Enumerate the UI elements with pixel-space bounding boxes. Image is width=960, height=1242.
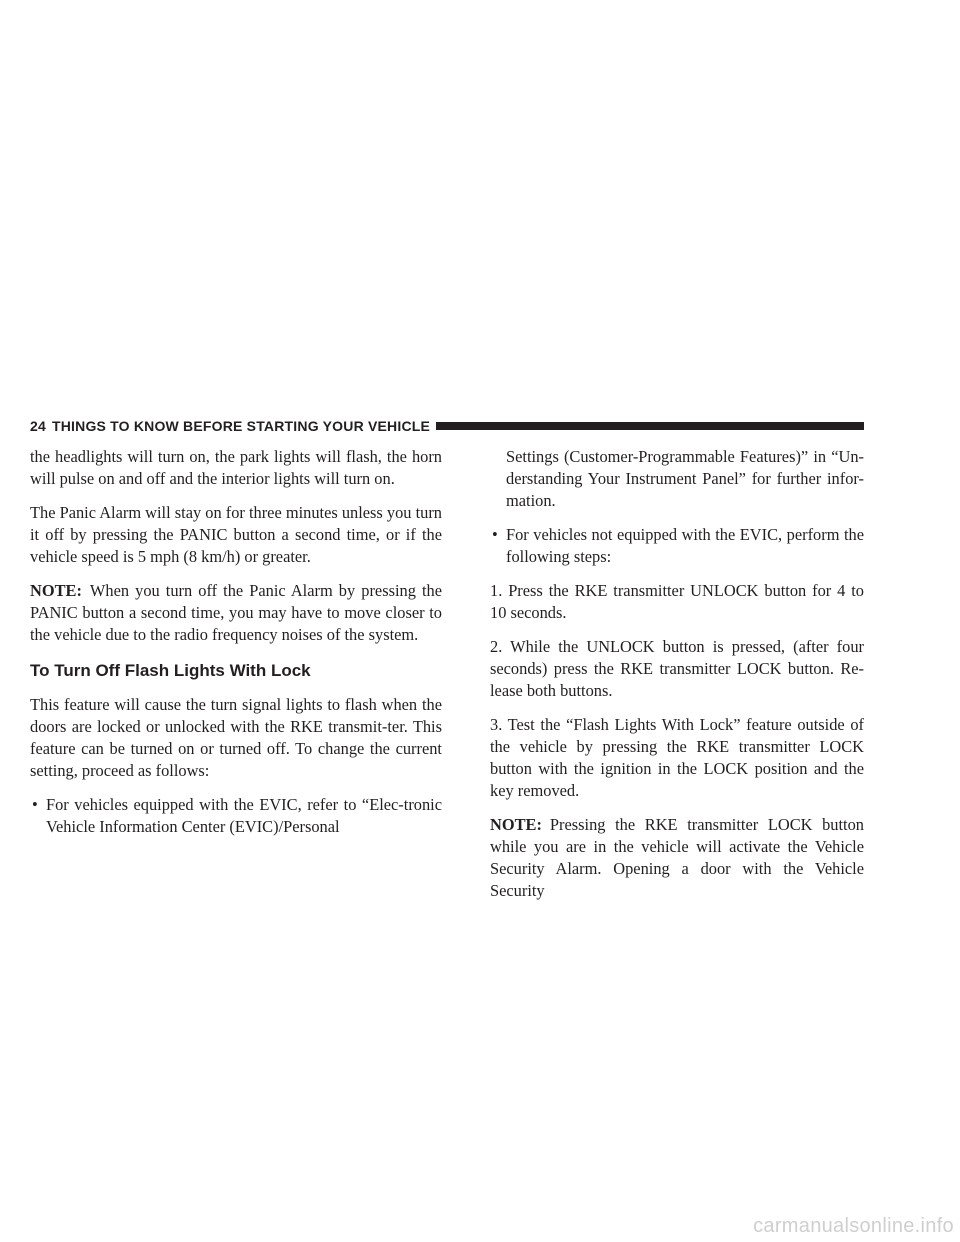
note-text: When you turn off the Panic Alarm by pressing the PANIC button a second time, you may have to move closer to the vehicle due to the radio frequency noises of the system. [30, 581, 442, 644]
section-heading: To Turn Off Flash Lights With Lock [30, 661, 311, 680]
header-title: THINGS TO KNOW BEFORE STARTING YOUR VEHICLE [51, 418, 431, 434]
bullet-evic [30, 794, 442, 838]
bullet-icon: • [32, 795, 38, 814]
right-column [490, 446, 864, 914]
note-security-alarm [490, 814, 864, 902]
step-3: 3. Test the “Flash Lights With Lock” feature outside of the vehicle by pressing the RKE transmitter LOCK button with the ignition in the LOCK position and the key removed. [490, 715, 864, 800]
header-page-number: 24 [30, 418, 46, 434]
watermark: carmanualsonline.info [753, 1215, 954, 1237]
note-panic-alarm [30, 580, 442, 646]
bullet-icon: • [492, 525, 498, 544]
note-label: NOTE: [30, 581, 82, 600]
bullet-evic-continued: Settings (Customer-Programmable Features)” in “Un-derstanding Your Instrument Panel” for further infor-mation. [506, 447, 864, 510]
bullet-no-evic [490, 524, 864, 568]
paragraph-headlights: the headlights will turn on, the park lights will flash, the horn will pulse on and off and the interior lights will turn on. [30, 447, 442, 488]
paragraph-panic-alarm-duration: The Panic Alarm will stay on for three minutes unless you turn it off by pressing the PANIC button a second time, or if the vehicle speed is 5 mph (8 km/h) or greater. [30, 503, 442, 566]
left-column [30, 446, 442, 850]
header-rule [436, 422, 864, 430]
note-text: Pressing the RKE transmitter LOCK button while you are in the vehicle will activate the Vehicle Security Alarm. Opening a door with the Vehicle Security [490, 815, 864, 900]
page-header [30, 417, 864, 435]
step-2: 2. While the UNLOCK button is pressed, (after four seconds) press the RKE transmitter LOCK button. Re-lease both buttons. [490, 637, 864, 700]
note-label: NOTE: [490, 815, 542, 834]
step-1: 1. Press the RKE transmitter UNLOCK button for 4 to 10 seconds. [490, 581, 864, 622]
paragraph-flash-lights-feature: This feature will cause the turn signal lights to flash when the doors are locked or unlocked with the RKE transmit-ter. This feature can be turned on or turned off. To change the current setting, proceed as follows: [30, 695, 442, 780]
bullet-text: For vehicles equipped with the EVIC, refer to “Elec-tronic Vehicle Information Center (EVIC)/Personal [46, 795, 442, 836]
bullet-text: For vehicles not equipped with the EVIC, perform the following steps: [506, 525, 864, 566]
